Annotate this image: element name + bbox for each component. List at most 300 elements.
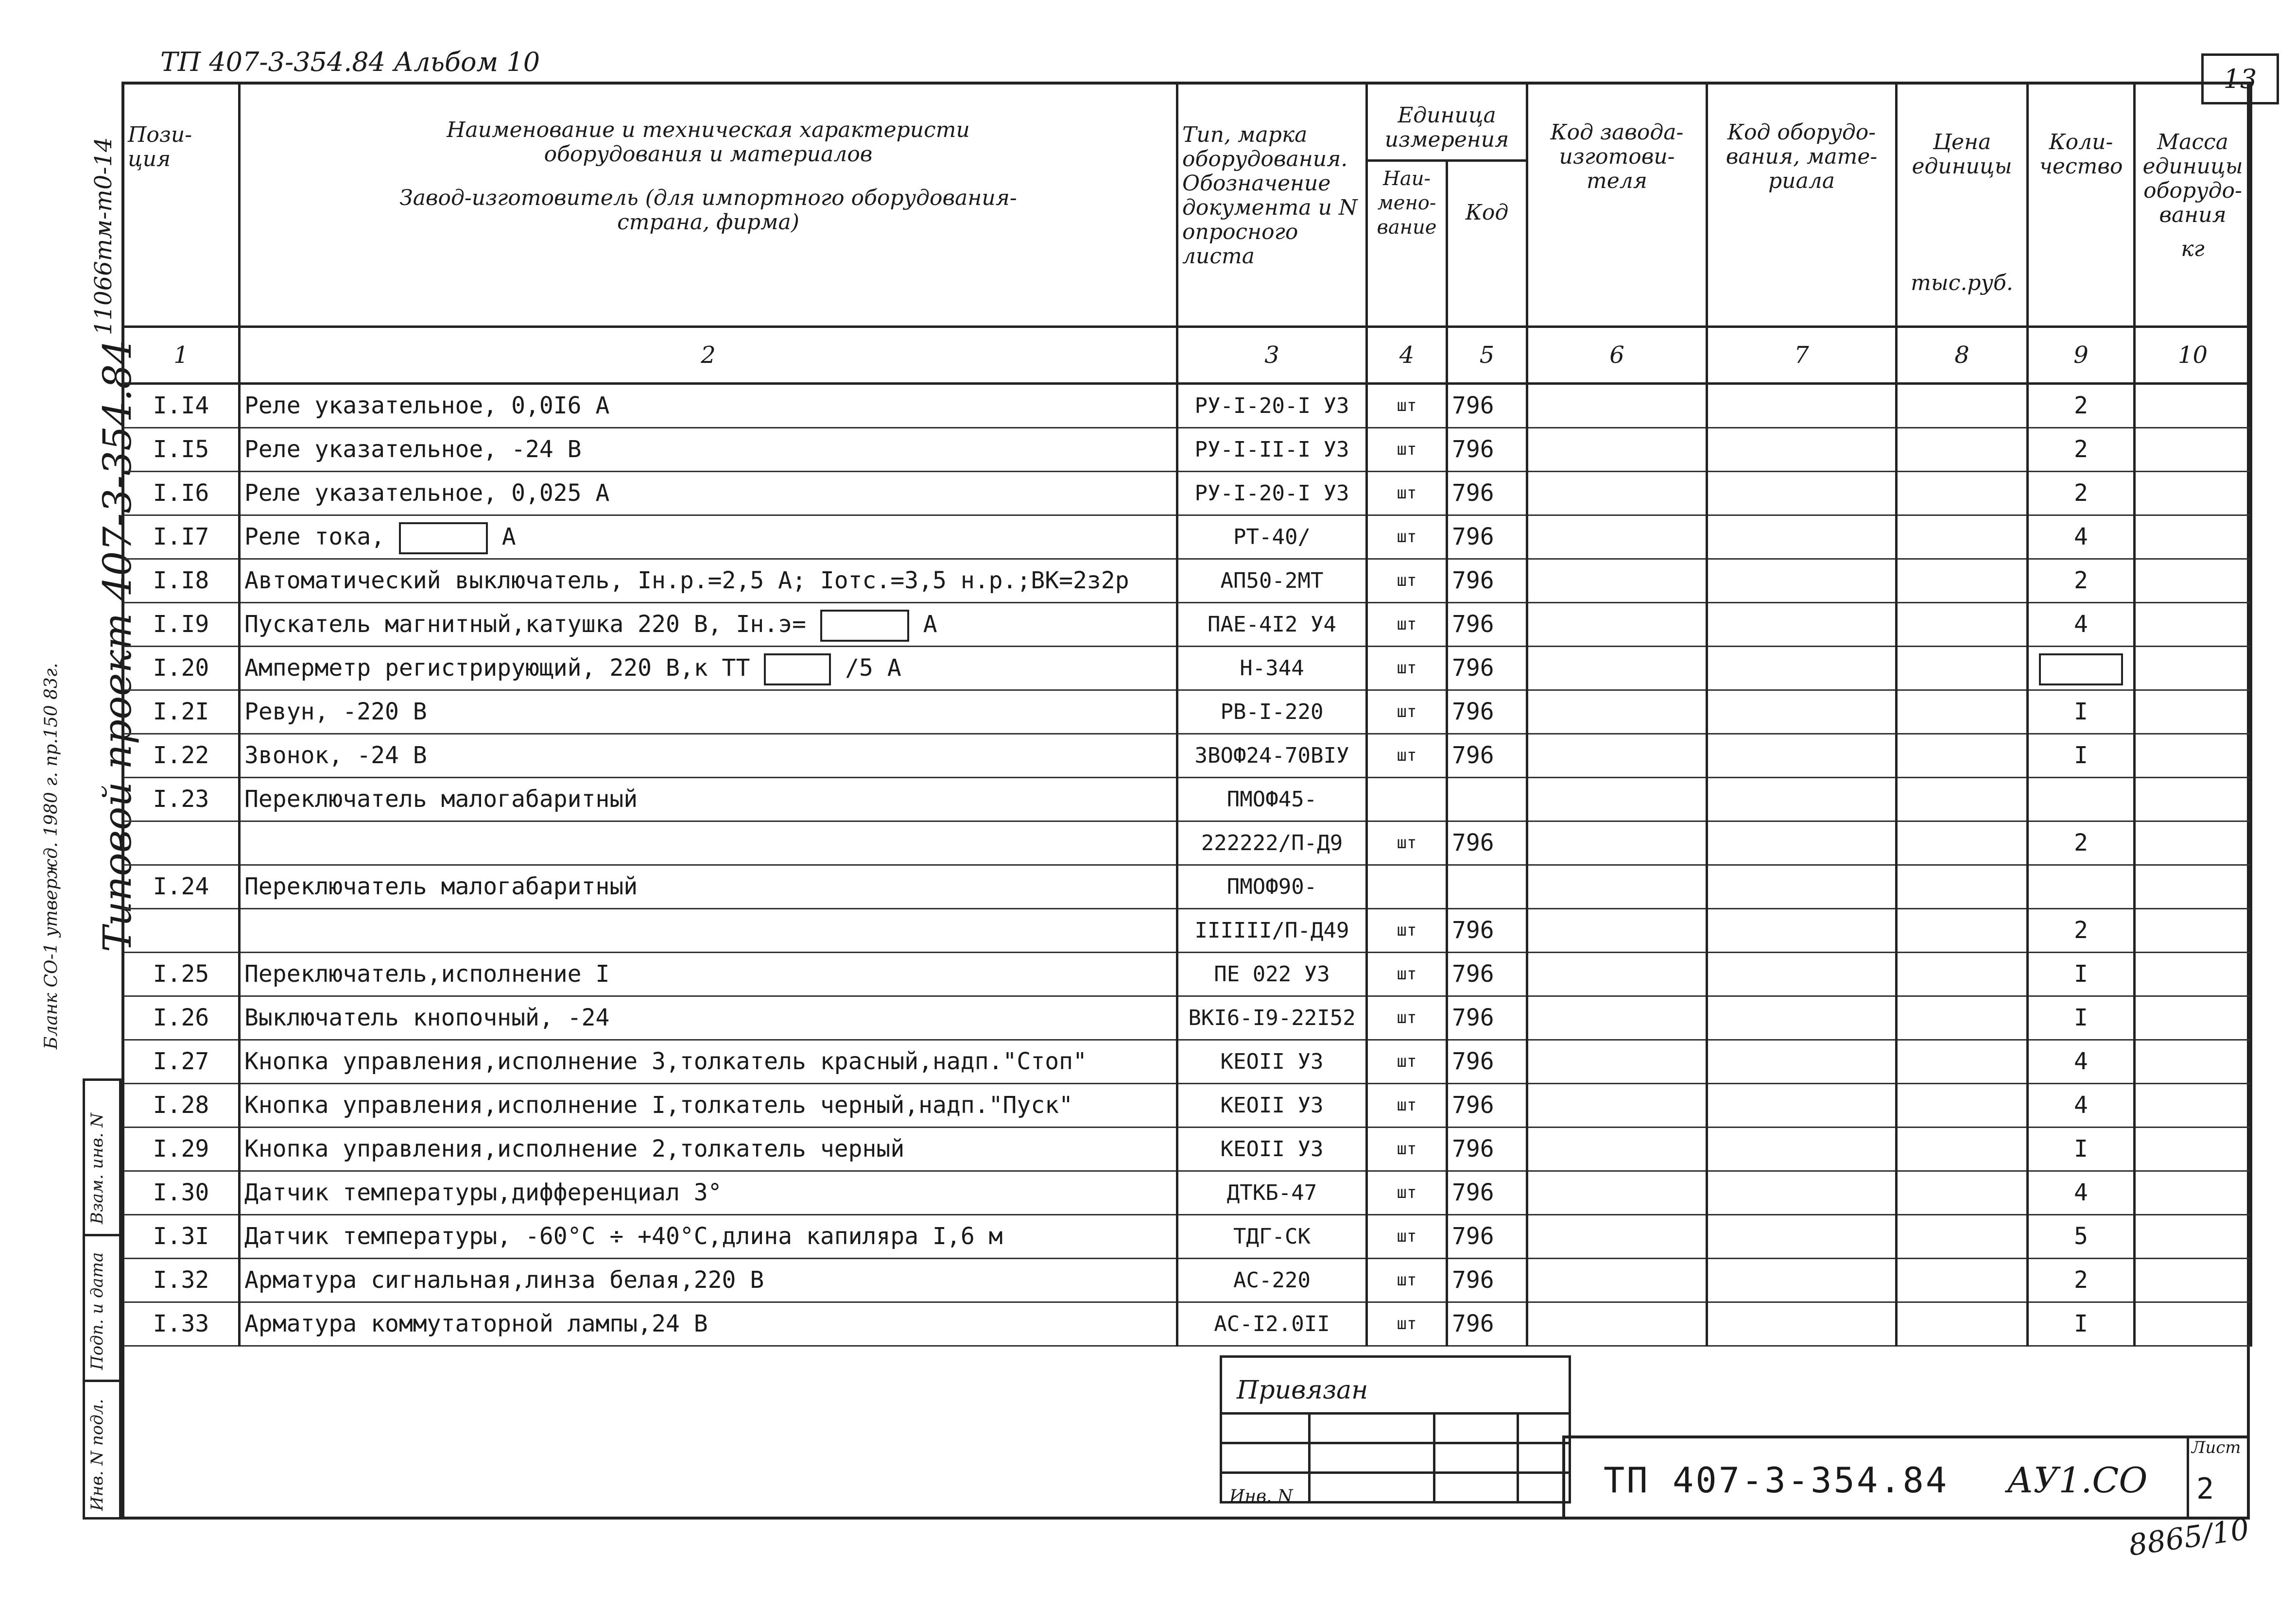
row-position: I.33 [123,1302,240,1346]
row-unit-code: 796 [1447,996,1527,1040]
row-type: ПМОФ45- [1177,778,1367,821]
row-price [1897,1171,2028,1215]
row-mass [2135,428,2251,472]
row-name-suffix: А [923,611,937,638]
row-name [240,1084,1177,1128]
row-mass [2135,472,2251,515]
row-name-text: Датчик температуры, -60°С ÷ +40°С,длина капиляра I,6 м [244,1223,1003,1250]
row-equipment-code [1707,1302,1897,1346]
row-equipment-code [1707,472,1897,515]
row-name-text: Кнопка управления,исполнение 2,толкатель черный [244,1135,905,1162]
row-type: АС-220 [1177,1259,1367,1302]
row-mass [2135,734,2251,778]
table-row [123,690,2251,734]
row-quantity: I [2028,953,2135,996]
row-quantity: 4 [2028,1084,2135,1128]
table-row [123,1171,2251,1215]
table-row [123,1302,2251,1346]
table-row [123,1040,2251,1084]
row-equipment-code [1707,1084,1897,1128]
header-price-unit: тыс.руб. [1911,271,2013,295]
row-type: РУ-I-II-I УЗ [1177,428,1367,472]
column-number: 6 [1527,327,1707,384]
row-equipment-code [1707,603,1897,647]
document-reference: ТП 407-3-354.84 Альбом 10 [160,47,540,77]
header-mass [2135,83,2251,327]
row-equipment-code [1707,865,1897,909]
row-name-text: Арматура коммутаторной лампы,24 В [244,1310,708,1337]
blank-value-box [399,522,488,554]
row-equipment-code [1707,778,1897,821]
row-mass [2135,1259,2251,1302]
row-equipment-code [1707,1171,1897,1215]
row-name [240,515,1177,559]
stamp-replace-label: Взам. инв. N [87,1112,107,1224]
column-number: 8 [1897,327,2028,384]
row-position: I.I5 [123,428,240,472]
row-mass [2135,559,2251,603]
row-position: I.32 [123,1259,240,1302]
table-row [123,428,2251,472]
column-number-row [123,327,2251,384]
header-unit-name: Наи-мено-вание [1367,161,1447,327]
table-row [123,1215,2251,1259]
row-price [1897,996,2028,1040]
row-unit-code: 796 [1447,1128,1527,1171]
row-price [1897,909,2028,953]
row-name-text: Переключатель малогабаритный [244,786,638,813]
row-position: I.I8 [123,559,240,603]
blank-quantity-box [2039,653,2123,685]
row-quantity: 5 [2028,1215,2135,1259]
row-type: КЕОII УЗ [1177,1040,1367,1084]
row-unit: шт [1367,559,1447,603]
table-row [123,1259,2251,1302]
row-name [240,428,1177,472]
row-name [240,865,1177,909]
row-price [1897,734,2028,778]
side-handwritten-note: Бланк СО-1 утвержд. 1980 г. пр.150 83г. [41,663,61,1049]
row-name [240,953,1177,996]
row-position: I.22 [123,734,240,778]
row-quantity [2028,865,2135,909]
header-unit-code: Код [1447,161,1527,327]
row-name-text: Реле тока, [244,523,385,550]
row-unit-code: 796 [1447,909,1527,953]
row-type: КЕОII УЗ [1177,1084,1367,1128]
row-manufacturer-code [1527,909,1707,953]
row-manufacturer-code [1527,603,1707,647]
row-unit-code: 796 [1447,1084,1527,1128]
row-quantity: I [2028,690,2135,734]
specification-body [123,384,2251,1346]
row-price [1897,778,2028,821]
row-type: РТ-40/ [1177,515,1367,559]
row-quantity: 2 [2028,384,2135,428]
row-equipment-code [1707,909,1897,953]
row-manufacturer-code [1527,1040,1707,1084]
row-equipment-code [1707,1040,1897,1084]
row-quantity: 2 [2028,559,2135,603]
row-unit-code: 796 [1447,734,1527,778]
row-unit: шт [1367,909,1447,953]
row-name [240,909,1177,953]
row-mass [2135,647,2251,690]
table-row [123,515,2251,559]
row-name [240,384,1177,428]
row-quantity: 2 [2028,909,2135,953]
row-type: ПМОФ90- [1177,865,1367,909]
column-number: 9 [2028,327,2135,384]
row-type: РВ-I-220 [1177,690,1367,734]
row-name [240,647,1177,690]
row-equipment-code [1707,1215,1897,1259]
column-number: 4 [1367,327,1447,384]
row-unit-code: 796 [1447,603,1527,647]
row-position: I.23 [123,778,240,821]
row-name-text: Переключатель,исполнение I [244,960,610,988]
row-type: 222222/П-Д9 [1177,821,1367,865]
row-quantity: 2 [2028,472,2135,515]
table-row [123,996,2251,1040]
row-position [123,821,240,865]
row-quantity: I [2028,996,2135,1040]
table-row [123,909,2251,953]
side-project-label: Типовой проект 407-3-354.84 [95,339,140,952]
blank-value-box [820,610,909,642]
row-name-suffix: /5 А [845,654,901,682]
row-unit: шт [1367,734,1447,778]
row-mass [2135,1302,2251,1346]
row-quantity: I [2028,1302,2135,1346]
row-type: Н-344 [1177,647,1367,690]
row-position: I.I9 [123,603,240,647]
table-row [123,647,2251,690]
header-quantity: Коли-чество [2028,83,2135,327]
row-type: ВКI6-I9-22I52 [1177,996,1367,1040]
row-equipment-code [1707,384,1897,428]
row-name [240,1259,1177,1302]
row-unit: шт [1367,996,1447,1040]
title-tp-code: ТП 407-3-354.84 [1604,1460,1949,1501]
row-manufacturer-code [1527,690,1707,734]
page-number: 13 [2201,53,2279,104]
row-position: I.26 [123,996,240,1040]
row-manufacturer-code [1527,953,1707,996]
row-unit-code: 796 [1447,1171,1527,1215]
row-name [240,1171,1177,1215]
header-price [1897,83,2028,327]
row-quantity: 4 [2028,1040,2135,1084]
row-name-text: Реле указательное, -24 В [244,436,582,463]
row-equipment-code [1707,1128,1897,1171]
row-name [240,1302,1177,1346]
row-manufacturer-code [1527,778,1707,821]
inventory-number: 8865/10 [2126,1512,2251,1563]
row-manufacturer-code [1527,865,1707,909]
row-type: ДТКБ-47 [1177,1171,1367,1215]
row-name [240,559,1177,603]
column-number: 10 [2135,327,2251,384]
sheet-number: 2 [2196,1472,2214,1506]
row-price [1897,384,2028,428]
column-number: 5 [1447,327,1527,384]
row-type: РУ-I-20-I УЗ [1177,384,1367,428]
row-position: I.I7 [123,515,240,559]
table-row [123,865,2251,909]
row-unit: шт [1367,1302,1447,1346]
column-number: 3 [1177,327,1367,384]
row-name [240,1040,1177,1084]
table-row [123,778,2251,821]
row-unit-code: 796 [1447,1040,1527,1084]
row-mass [2135,1171,2251,1215]
row-price [1897,603,2028,647]
row-unit: шт [1367,690,1447,734]
table-row [123,1084,2251,1128]
row-unit-code: 796 [1447,559,1527,603]
row-position: I.30 [123,1171,240,1215]
row-name-text: Реле указательное, 0,0I6 А [244,392,610,419]
row-unit-code: 796 [1447,1259,1527,1302]
row-unit: шт [1367,428,1447,472]
row-position: I.27 [123,1040,240,1084]
row-mass [2135,1040,2251,1084]
row-unit-code: 796 [1447,472,1527,515]
header-name-line1: Наименование и техническая характеристи [447,118,970,142]
row-name-text: Переключатель малогабаритный [244,873,638,900]
row-unit: шт [1367,1084,1447,1128]
header-mass-label: Масса единицы оборудо-вания [2142,130,2243,227]
header-name-line3: Завод-изготовитель (для импортного оборудования- [399,186,1017,210]
row-unit: шт [1367,472,1447,515]
row-manufacturer-code [1527,1084,1707,1128]
row-unit: шт [1367,1171,1447,1215]
row-unit: шт [1367,603,1447,647]
row-unit-code: 796 [1447,647,1527,690]
table-row [123,734,2251,778]
header-name [240,83,1177,327]
row-name-text: Кнопка управления,исполнение I,толкатель черный,надп."Пуск" [244,1092,1073,1119]
row-equipment-code [1707,1259,1897,1302]
row-quantity: I [2028,734,2135,778]
row-name [240,821,1177,865]
row-unit: шт [1367,1040,1447,1084]
row-manufacturer-code [1527,1302,1707,1346]
row-quantity: 4 [2028,603,2135,647]
row-type: ТДГ-СК [1177,1215,1367,1259]
row-equipment-code [1707,953,1897,996]
row-name [240,690,1177,734]
row-name [240,1215,1177,1259]
row-position: I.I4 [123,384,240,428]
row-quantity: 4 [2028,1171,2135,1215]
row-unit: шт [1367,1215,1447,1259]
row-name-suffix: А [501,523,516,550]
row-manufacturer-code [1527,821,1707,865]
row-name-text: Звонок, -24 В [244,742,427,769]
row-equipment-code [1707,821,1897,865]
stamp-inventory-label: Инв. N [1229,1486,1293,1506]
row-quantity: 2 [2028,1259,2135,1302]
table-row [123,472,2251,515]
row-unit: шт [1367,821,1447,865]
row-quantity: I [2028,1128,2135,1171]
header-equipment-code: Код оборудо-вания, мате-риала [1707,83,1897,327]
row-unit-code [1447,778,1527,821]
row-equipment-code [1707,559,1897,603]
row-price [1897,428,2028,472]
row-manufacturer-code [1527,559,1707,603]
row-equipment-code [1707,428,1897,472]
row-mass [2135,1128,2251,1171]
blank-value-box [764,653,831,685]
row-name-text: Ревун, -220 В [244,698,427,725]
header-unit-group: Единица измерения [1367,83,1527,161]
table-row [123,384,2251,428]
row-position: I.I6 [123,472,240,515]
row-position: I.24 [123,865,240,909]
column-number: 2 [240,327,1177,384]
row-type: АС-I2.0II [1177,1302,1367,1346]
row-manufacturer-code [1527,1128,1707,1171]
row-mass [2135,821,2251,865]
row-manufacturer-code [1527,384,1707,428]
row-manufacturer-code [1527,1171,1707,1215]
row-type: ПЕ 022 УЗ [1177,953,1367,996]
row-type: КЕОII УЗ [1177,1128,1367,1171]
row-position: I.3I [123,1215,240,1259]
row-mass [2135,953,2251,996]
row-name [240,778,1177,821]
row-position: I.20 [123,647,240,690]
row-price [1897,1128,2028,1171]
row-unit: шт [1367,647,1447,690]
row-mass [2135,603,2251,647]
row-equipment-code [1707,515,1897,559]
table-row [123,559,2251,603]
row-unit [1367,865,1447,909]
row-price [1897,1302,2028,1346]
row-name [240,472,1177,515]
row-price [1897,865,2028,909]
row-unit: шт [1367,515,1447,559]
row-unit-code: 796 [1447,384,1527,428]
row-mass [2135,1215,2251,1259]
row-equipment-code [1707,734,1897,778]
specification-table [121,82,2252,1347]
stamp-bound-label: Привязан [1237,1376,1368,1405]
table-row [123,1128,2251,1171]
row-unit [1367,778,1447,821]
row-equipment-code [1707,690,1897,734]
column-number: 1 [123,327,240,384]
row-price [1897,559,2028,603]
row-unit-code: 796 [1447,1215,1527,1259]
row-quantity: 4 [2028,515,2135,559]
row-price [1897,690,2028,734]
row-unit-code: 796 [1447,1302,1527,1346]
stamp-inv-label: Инв. N подл. [87,1399,107,1511]
row-type: АП50-2МТ [1177,559,1367,603]
row-mass [2135,384,2251,428]
row-unit-code: 796 [1447,428,1527,472]
row-mass [2135,996,2251,1040]
sheet-label: Лист [2192,1438,2241,1457]
row-unit: шт [1367,1259,1447,1302]
header-mass-unit: кг [2181,237,2205,261]
header-manufacturer-code: Код завода-изготови-теля [1527,83,1707,327]
table-row [123,953,2251,996]
row-name-text: Автоматический выключатель, Iн.р.=2,5 А; Iотс.=3,5 н.р.;ВК=2з2р [244,567,1129,594]
row-price [1897,953,2028,996]
row-price [1897,821,2028,865]
row-equipment-code [1707,996,1897,1040]
row-position: I.28 [123,1084,240,1128]
row-name-text: Датчик температуры,дифференциал 3° [244,1179,722,1206]
row-price [1897,472,2028,515]
row-manufacturer-code [1527,472,1707,515]
row-quantity [2028,778,2135,821]
header-name-line4: страна, фирма) [617,210,799,235]
row-quantity: 2 [2028,428,2135,472]
row-name [240,996,1177,1040]
row-type: ПАЕ-4I2 У4 [1177,603,1367,647]
row-unit: шт [1367,1128,1447,1171]
row-name-text: Реле указательное, 0,025 А [244,479,610,507]
row-manufacturer-code [1527,428,1707,472]
row-name-text: Амперметр регистрирующий, 220 В,к ТТ [244,654,750,682]
row-mass [2135,865,2251,909]
row-manufacturer-code [1527,647,1707,690]
table-row [123,603,2251,647]
row-quantity: 2 [2028,821,2135,865]
header-type: Тип, марка оборудования. Обозначение документа и N опросного листа [1177,83,1367,327]
row-name [240,734,1177,778]
row-mass [2135,909,2251,953]
header-price-label: Цена единицы [1912,130,2012,179]
row-unit-code: 796 [1447,515,1527,559]
table-row [123,821,2251,865]
row-position: I.29 [123,1128,240,1171]
side-code-top: 11066тм-т0-14 [90,137,117,335]
row-type: РУ-I-20-I УЗ [1177,472,1367,515]
row-price [1897,1215,2028,1259]
header-name-line2: оборудования и материалов [544,142,873,167]
row-name [240,1128,1177,1171]
row-position: I.2I [123,690,240,734]
row-unit: шт [1367,953,1447,996]
row-mass [2135,778,2251,821]
row-manufacturer-code [1527,515,1707,559]
stamp-sign-label: Подп. и дата [87,1252,107,1370]
row-equipment-code [1707,647,1897,690]
title-document-code: АУ1.СО [2007,1460,2148,1501]
row-price [1897,1259,2028,1302]
row-unit-code [1447,865,1527,909]
row-mass [2135,690,2251,734]
row-unit-code: 796 [1447,821,1527,865]
row-manufacturer-code [1527,1215,1707,1259]
row-price [1897,515,2028,559]
row-quantity [2028,647,2135,690]
row-mass [2135,515,2251,559]
column-number: 7 [1707,327,1897,384]
row-name-text: Пускатель магнитный,катушка 220 В, Iн.э= [244,611,806,638]
header-position: Пози-ция [123,83,240,327]
row-name-text: Кнопка управления,исполнение 3,толкатель красный,надп."Стоп" [244,1048,1087,1075]
row-price [1897,1040,2028,1084]
